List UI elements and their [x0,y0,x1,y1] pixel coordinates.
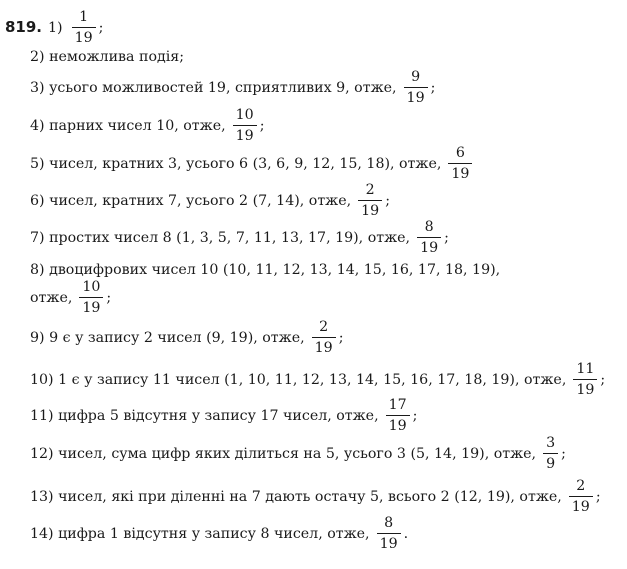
fraction [386,398,410,433]
item-text: 9 є у запису 2 чисел (9, 19), отже, [49,329,305,346]
fraction-denominator: 19 [379,536,398,553]
item-tail: ; [600,371,606,388]
fraction-numerator: 8 [384,515,394,531]
fraction-denominator: 19 [235,128,254,145]
item-tail: ; [98,19,104,36]
item-text: чисел, кратних 3, усього 6 (3, 6, 9, 12, 15, 18), отже, [49,155,442,172]
item-text: чисел, кратних 7, усього 2 (7, 14), отже, [49,192,352,209]
fraction [543,436,558,471]
fraction-numerator: 2 [365,182,375,198]
item-text: простих чисел 8 (1, 3, 5, 7, 11, 13, 17, 19), отже, [49,229,411,246]
item-3 [30,70,435,105]
fraction-denominator: 19 [451,166,470,183]
item-label: 4) [30,117,45,134]
fraction-numerator: 10 [82,279,101,295]
fraction-numerator: 2 [576,478,586,494]
problem-number: 819. [5,18,43,37]
item-text: отже, [30,289,73,306]
item-10 [30,362,605,397]
fraction [312,320,336,355]
item-tail: ; [338,329,344,346]
item-12 [30,436,566,471]
item-label: 3) [30,79,45,96]
fraction [377,516,401,551]
fraction [404,70,428,105]
item-tail: ; [412,407,418,424]
item-text: чисел, які при діленні на 7 дають остачу 5, всього 2 (12, 19), отже, [58,488,562,505]
item-14 [30,516,408,551]
item-label: 12) [30,445,54,462]
item-text: двоцифрових чисел 10 (10, 11, 12, 13, 14, 15, 16, 17, 18, 19), [49,262,501,278]
item-text: цифра 5 відсутня у запису 17 чисел, отже, [58,407,379,424]
fraction-numerator: 10 [235,107,254,123]
fraction [79,280,103,315]
fraction [233,108,257,143]
item-7 [30,220,449,255]
item-8-continued [30,280,111,315]
fraction-denominator: 19 [420,240,439,257]
item-5 [30,146,475,181]
item-tail: . [403,525,409,542]
item-label: 11) [30,407,54,424]
fraction [569,479,593,514]
fraction-denominator: 19 [571,499,590,516]
item-tail: ; [595,488,601,505]
fraction-numerator: 9 [411,69,421,85]
fraction-numerator: 11 [576,361,595,377]
item-tail: ; [430,79,436,96]
item-label: 2) [30,49,45,65]
fraction [358,183,382,218]
fraction-denominator: 19 [406,90,425,107]
item-4 [30,108,264,143]
item-1 [5,10,103,45]
item-label: 9) [30,329,45,346]
fraction-numerator: 1 [79,9,89,25]
fraction [448,146,472,181]
fraction-denominator: 19 [82,300,101,317]
item-11 [30,398,417,433]
item-label: 10) [30,371,54,388]
fraction-denominator: 19 [361,203,380,220]
item-6 [30,183,390,218]
fraction-numerator: 6 [455,145,465,161]
item-text: неможлива подія; [49,49,184,65]
item-tail: ; [444,229,449,246]
item-2 [30,50,184,64]
item-label: 8) [30,262,45,278]
item-label: 6) [30,192,45,209]
item-text: 1 є у запису 11 чисел (1, 10, 11, 12, 13, 14, 15, 16, 17, 18, 19), отже, [58,371,567,388]
item-label: 1) [48,19,63,36]
fraction-numerator: 17 [388,397,407,413]
item-label: 14) [30,525,54,542]
fraction [72,10,96,45]
item-tail: ; [259,117,265,134]
item-label: 7) [30,229,45,246]
fraction-numerator: 2 [319,319,329,335]
item-tail: ; [561,445,566,462]
fraction-denominator: 19 [314,340,333,357]
fraction-denominator: 19 [576,382,595,399]
item-label: 5) [30,155,45,172]
item-tail: ; [385,192,390,209]
fraction-denominator: 19 [74,30,93,47]
fraction-numerator: 3 [546,435,556,451]
item-text: усього можливостей 19, сприятливих 9, отже, [49,79,397,96]
item-text: парних чисел 10, отже, [49,117,226,134]
fraction-denominator: 19 [388,418,407,435]
item-tail: ; [106,289,112,306]
item-label: 13) [30,488,54,505]
fraction-numerator: 8 [424,219,434,235]
fraction [417,220,441,255]
fraction [573,362,597,397]
item-text: чисел, сума цифр яких ділиться на 5, усього 3 (5, 14, 19), отже, [58,445,537,462]
item-13 [30,479,601,514]
item-text: цифра 1 відсутня у запису 8 чисел, отже, [58,525,370,542]
item-8 [30,263,500,277]
item-9 [30,320,343,355]
fraction-denominator: 9 [546,456,556,473]
